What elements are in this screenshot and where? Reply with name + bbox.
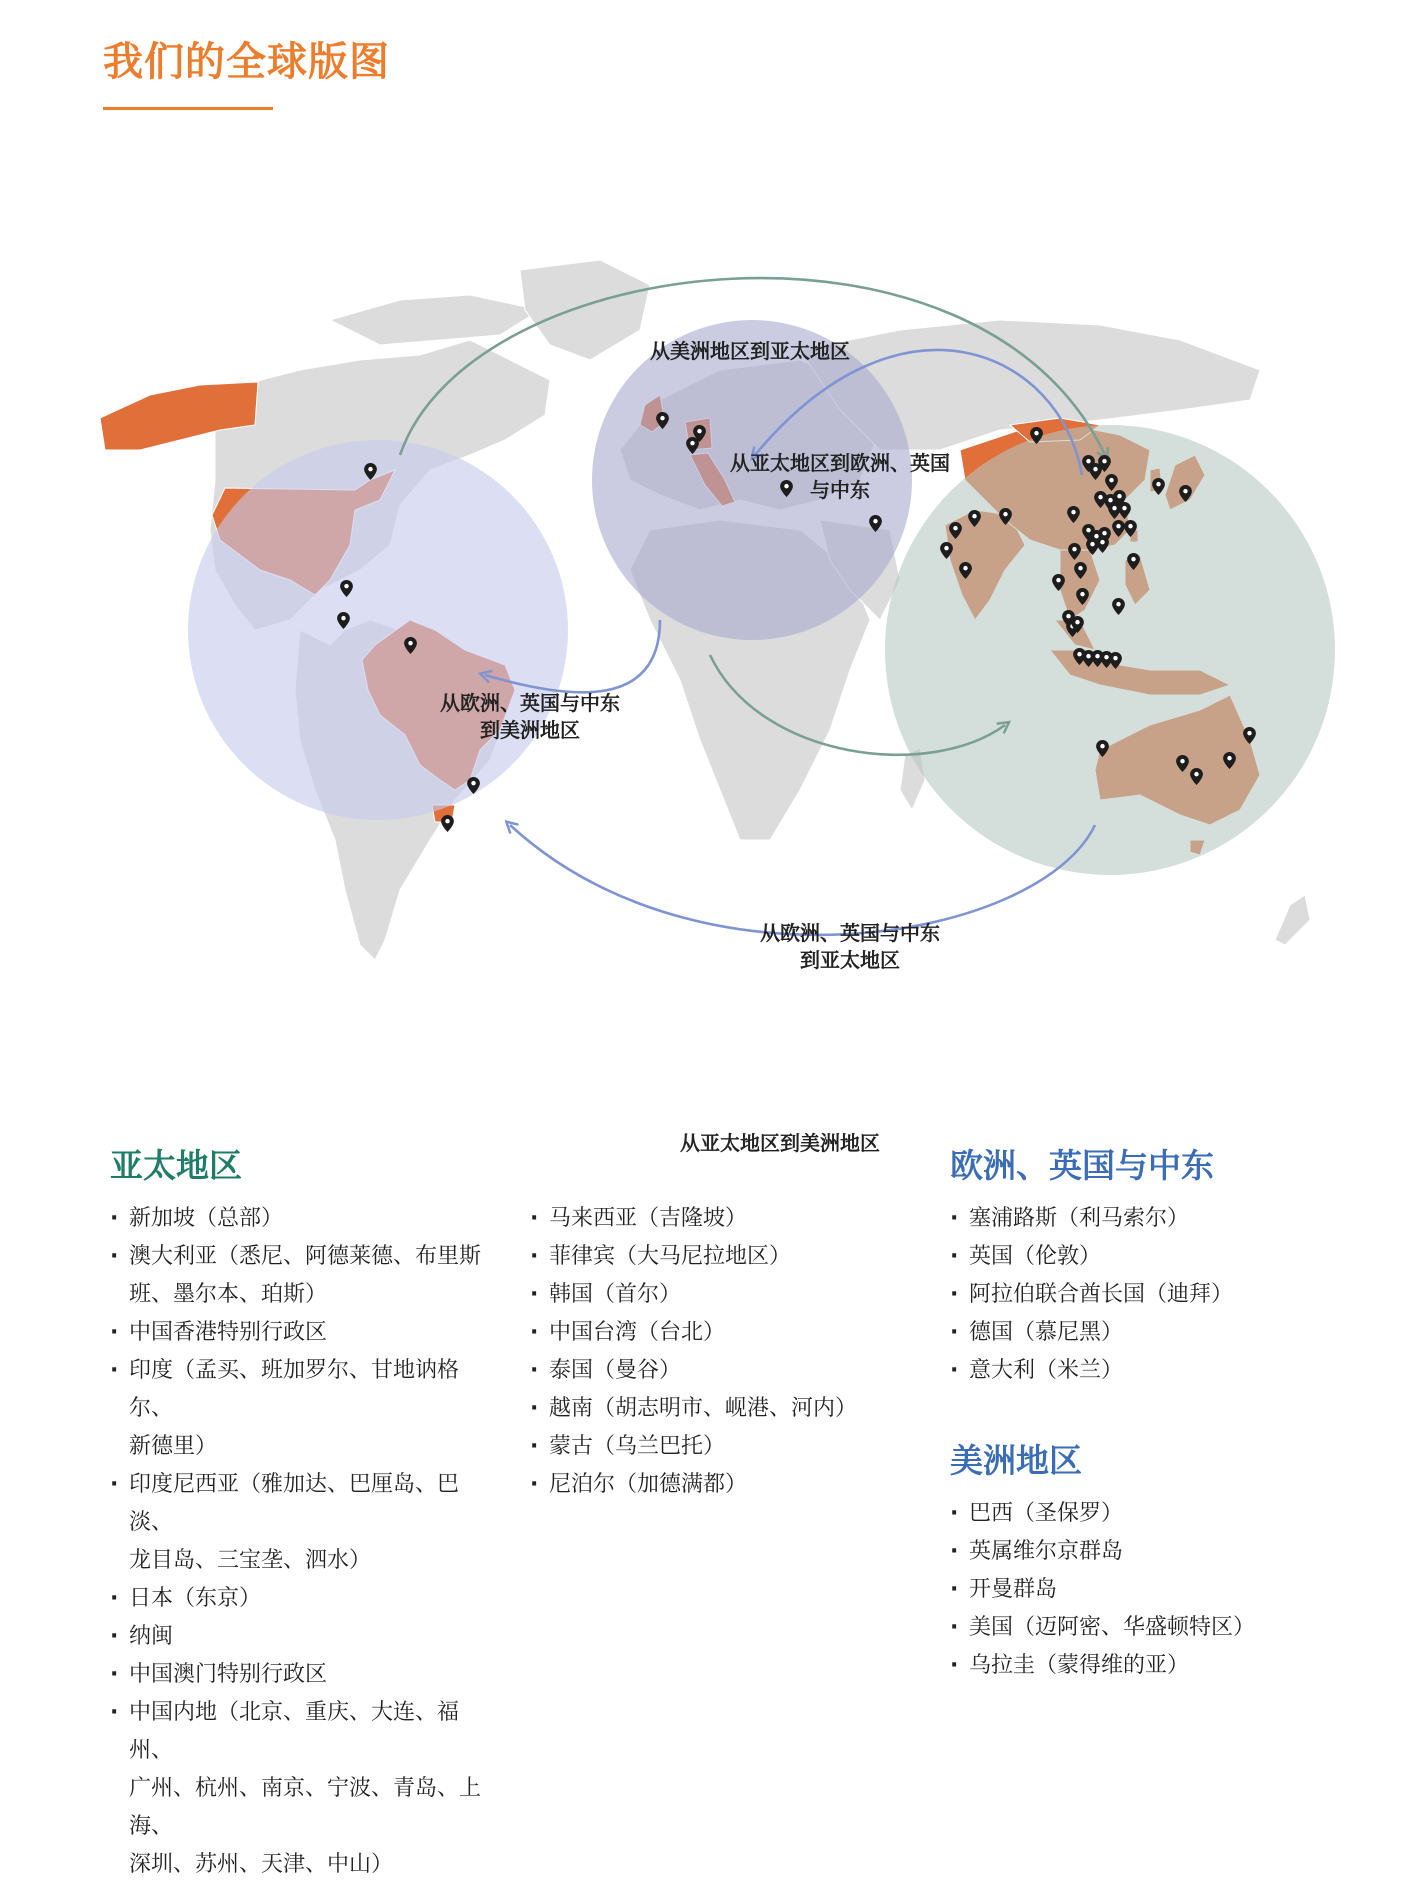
americas-list bbox=[950, 1495, 1370, 1685]
list-item: · 新加坡（总部） bbox=[110, 1200, 500, 1238]
emea-heading: 欧洲、英国与中东 bbox=[950, 1146, 1214, 1185]
list-item: · 中国台湾（台北） bbox=[530, 1314, 870, 1352]
list-item: · 巴西（圣保罗） bbox=[950, 1495, 1370, 1533]
list-item: · 越南（胡志明市、岘港、河内） bbox=[530, 1390, 870, 1428]
land-new-zealand bbox=[1275, 895, 1310, 945]
list-item-continuation: 深圳、苏州、天津、中山） bbox=[129, 1852, 394, 1877]
list-item: · 马来西亚（吉隆坡） bbox=[530, 1200, 870, 1238]
list-item: · 日本（东京） bbox=[110, 1580, 500, 1618]
list-item: · 中国内地（北京、重庆、大连、福州、 bbox=[110, 1694, 500, 1770]
list-item: · 意大利（米兰） bbox=[950, 1352, 1370, 1390]
title-underline bbox=[103, 107, 273, 110]
list-item: · 美国（迈阿密、华盛顿特区） bbox=[950, 1609, 1370, 1647]
emea-list bbox=[950, 1200, 1370, 1390]
flow-label-apac-to-emea: 从亚太地区到欧洲、英国 与中东 bbox=[730, 451, 950, 502]
flow-label-emea-to-apac: 从欧洲、英国与中东 到亚太地区 bbox=[760, 921, 940, 972]
apac-heading: 亚太地区 bbox=[110, 1146, 242, 1185]
list-item: · 英属维尔京群岛 bbox=[950, 1533, 1370, 1571]
list-item: · 开曼群岛 bbox=[950, 1571, 1370, 1609]
world-map-svg bbox=[0, 150, 1420, 1050]
list-item: · 菲律宾（大马尼拉地区） bbox=[530, 1238, 870, 1276]
apac-list-col1 bbox=[110, 1200, 500, 1884]
list-item: · 塞浦路斯（利马索尔） bbox=[950, 1200, 1370, 1238]
list-item: · 中国澳门特别行政区 bbox=[110, 1656, 500, 1694]
flow-label-americas-to-apac: 从美洲地区到亚太地区 bbox=[650, 339, 850, 363]
list-item: · 澳大利亚（悉尼、阿德莱德、布里斯 bbox=[110, 1238, 500, 1276]
flow-label-emea-to-americas: 从欧洲、英国与中东 到美洲地区 bbox=[440, 691, 620, 742]
list-item: · 英国（伦敦） bbox=[950, 1238, 1370, 1276]
americas-heading: 美洲地区 bbox=[950, 1441, 1082, 1480]
list-item-continuation: 班、墨尔本、珀斯） bbox=[129, 1282, 328, 1307]
list-item: · 德国（慕尼黑） bbox=[950, 1314, 1370, 1352]
list-item: · 印度（孟买、班加罗尔、甘地讷格尔、 bbox=[110, 1352, 500, 1428]
pin-montevideo[interactable] bbox=[441, 815, 454, 832]
world-map bbox=[0, 150, 1420, 1155]
list-item-continuation: 龙目岛、三宝垄、泗水） bbox=[129, 1548, 372, 1573]
list-item: · 蒙古（乌兰巴托） bbox=[530, 1428, 870, 1466]
flow-label-apac-to-americas: 从亚太地区到美洲地区 bbox=[680, 1131, 880, 1155]
list-item: · 印度尼西亚（雅加达、巴厘岛、巴淡、 bbox=[110, 1466, 500, 1542]
page-title: 我们的全球版图 bbox=[103, 39, 390, 85]
circle-americas bbox=[188, 440, 568, 820]
list-item: · 韩国（首尔） bbox=[530, 1276, 870, 1314]
apac-list-col2 bbox=[530, 1200, 870, 1504]
list-item: · 泰国（曼谷） bbox=[530, 1352, 870, 1390]
list-item: · 中国香港特别行政区 bbox=[110, 1314, 500, 1352]
list-item: · 乌拉圭（蒙得维的亚） bbox=[950, 1647, 1370, 1685]
list-item: · 尼泊尔（加德满都） bbox=[530, 1466, 870, 1504]
list-item-continuation: 广州、杭州、南京、宁波、青岛、上海、 bbox=[129, 1776, 482, 1839]
list-item: · 纳闽 bbox=[110, 1618, 500, 1656]
list-item: · 阿拉伯联合酋长国（迪拜） bbox=[950, 1276, 1370, 1314]
list-item-continuation: 新德里） bbox=[129, 1434, 218, 1459]
